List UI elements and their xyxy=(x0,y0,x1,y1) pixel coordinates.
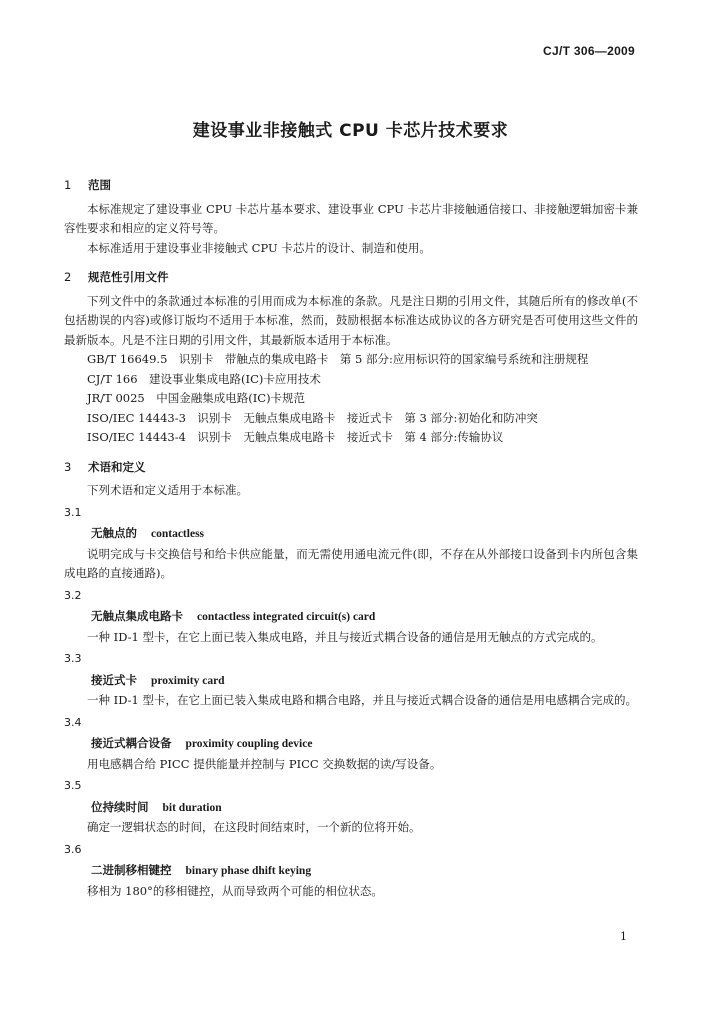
term-name-en: proximity card xyxy=(151,674,225,687)
section-2-paragraph-1: 下列文件中的条款通过本标准的引用而成为本标准的条款。凡是注日期的引用文件，其随后所有的修改单(不包括勘误的内容)或修订版均不适用于本标准，然而，鼓励根据本标准达成协议的各方研究是否可使用这些文件的最新版本。凡是不注日期的引用文件，其最新版本适用于本标准。 xyxy=(64,293,638,347)
term-number: 3.6 xyxy=(64,842,82,856)
term-name-zh: 接近式卡 xyxy=(91,672,137,687)
term-name-en: contactless xyxy=(151,528,205,540)
term-definition: 确定一逻辑状态的时间，在这段时间结束时，一个新的位将开始。 xyxy=(87,820,421,834)
term-name-zh: 无触点的 xyxy=(91,526,137,540)
document-body xyxy=(64,176,638,901)
term-name-zh: 位持续时间 xyxy=(91,799,149,814)
reference-item: ISO/IEC 14443-4 识别卡 无触点集成电路卡 接近式卡 第 4 部分:传输协议 xyxy=(87,430,504,444)
term-name-en: bit duration xyxy=(162,801,222,814)
term-definition: 用电感耦合给 PICC 提供能量并控制与 PICC 交换数据的读/写设备。 xyxy=(87,756,442,771)
term-definition: 说明完成与卡交换信号和给卡供应能量，而无需使用通电流元件(即，不存在从外部接口设备到卡内所包含集成电路的直接通路)。 xyxy=(64,546,638,580)
term-entry xyxy=(64,713,638,775)
section-number: 3 xyxy=(64,459,72,474)
term-name xyxy=(64,861,638,882)
section-1-paragraph-2: 本标准适用于建设事业非接触式 CPU 卡芯片的设计、制造和使用。 xyxy=(87,240,431,255)
term-number: 3.4 xyxy=(64,715,82,729)
section-3-heading xyxy=(64,458,638,478)
term-number: 3.1 xyxy=(64,505,82,519)
term-number: 3.2 xyxy=(64,588,82,602)
term-definition: 一种 ID-1 型卡，在它上面已装入集成电路和耦合电路，并且与接近式耦合设备的通信是用电感耦合完成的。 xyxy=(87,693,637,707)
section-title: 术语和定义 xyxy=(88,459,146,474)
term-name-zh: 无触点集成电路卡 xyxy=(91,609,183,623)
term-name-en: proximity coupling device xyxy=(185,738,313,750)
section-title: 范围 xyxy=(88,178,111,192)
term-name xyxy=(64,734,638,755)
reference-item: GB/T 16649.5 识别卡 带触点的集成电路卡 第 5 部分:应用标识符的国家编号系统和注册规程 xyxy=(87,352,589,366)
section-number: 1 xyxy=(64,178,72,192)
term-entry xyxy=(64,776,638,838)
term-entry xyxy=(64,586,638,648)
term-entry xyxy=(64,840,638,902)
term-name-zh: 二进制移相键控 xyxy=(91,863,172,877)
term-number: 3.5 xyxy=(64,779,82,792)
section-title: 规范性引用文件 xyxy=(88,270,169,284)
term-name-en: binary phase dhift keying xyxy=(185,865,312,877)
reference-item: CJ/T 166 建设事业集成电路(IC)卡应用技术 xyxy=(87,371,321,386)
section-1-paragraph-1: 本标准规定了建设事业 CPU 卡芯片基本要求、建设事业 CPU 卡芯片非接触通信接口、非接触逻辑加密卡兼容性要求和相应的定义符号等。 xyxy=(64,201,638,235)
term-entry xyxy=(64,503,638,584)
section-number: 2 xyxy=(64,270,72,284)
term-name xyxy=(64,798,638,819)
section-1-heading xyxy=(64,176,638,196)
page-number: 1 xyxy=(620,930,627,943)
term-number: 3.3 xyxy=(64,652,82,665)
term-name-en: contactless integrated circuit(s) card xyxy=(197,611,376,623)
reference-item: ISO/IEC 14443-3 识别卡 无触点集成电路卡 接近式卡 第 3 部分:初始化和防冲突 xyxy=(87,410,538,425)
term-definition: 一种 ID-1 型卡，在它上面已装入集成电路，并且与接近式耦合设备的通信是用无触点的方式完成的。 xyxy=(87,629,603,644)
document-title: 建设事业非接触式 CPU 卡芯片技术要求 xyxy=(192,121,509,141)
section-2-heading xyxy=(64,268,638,288)
standard-code: CJ/T 306—2009 xyxy=(543,44,635,58)
term-name xyxy=(64,671,638,692)
reference-item: JR/T 0025 中国金融集成电路(IC)卡规范 xyxy=(87,391,306,405)
term-name-zh: 接近式耦合设备 xyxy=(91,736,172,750)
term-name xyxy=(64,524,638,545)
term-entry xyxy=(64,649,638,711)
term-definition: 移相为 180°的移相键控，从而导致两个可能的相位状态。 xyxy=(87,883,383,898)
section-3-intro: 下列术语和定义适用于本标准。 xyxy=(87,483,248,497)
term-name xyxy=(64,607,638,628)
